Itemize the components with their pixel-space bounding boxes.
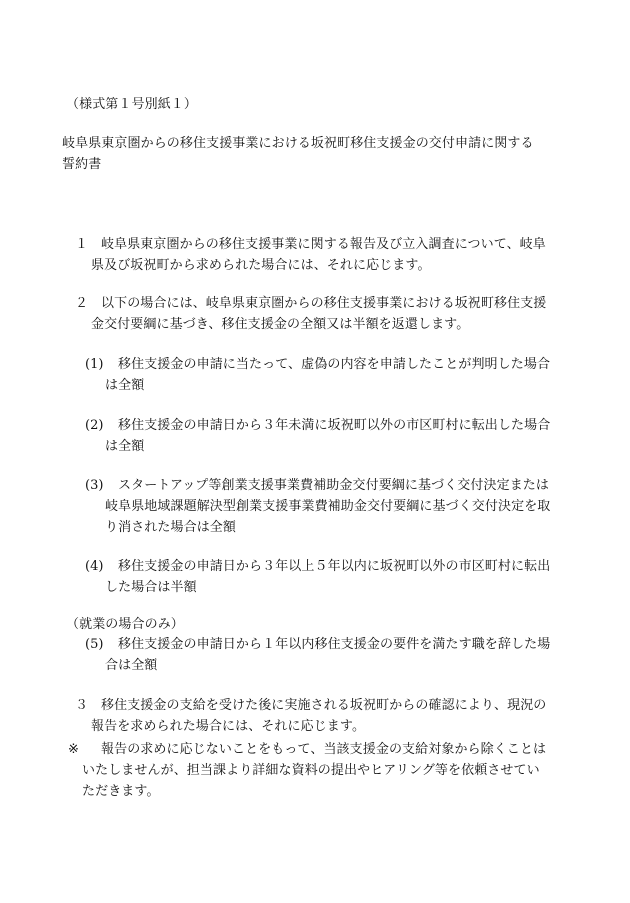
sub-1-line1: 移住支援金の申請に当たって、虚偽の内容を申請したことが判明した場合	[118, 357, 551, 372]
sub-1-number: (1)	[85, 357, 104, 372]
item-3-line1: 移住支援金の支給を受けた後に実施される坂祝町からの確認により、現況の	[101, 698, 547, 713]
item-1-number: １	[75, 237, 89, 252]
sub-4-line2: した場合は半額	[105, 580, 197, 595]
item-1-line1: 岐阜県東京圏からの移住支援事業に関する報告及び立入調査について、岐阜	[101, 237, 546, 252]
employment-only-label: （就業の場合のみ）	[66, 617, 184, 632]
item-2-line1: 以下の場合には、岐阜県東京圏からの移住支援事業における坂祝町移住支援	[101, 296, 547, 311]
sub-4-line1: 移住支援金の申請日から３年以上５年以内に坂祝町以外の市区町村に転出	[118, 559, 551, 574]
sub-5-number: (5)	[85, 637, 104, 652]
sub-5-line1: 移住支援金の申請日から１年以内移住支援金の要件を満たす職を辞した場	[118, 637, 551, 652]
item-3-number: ３	[75, 698, 89, 713]
document-title-line2: 誓約書	[62, 157, 102, 172]
sub-3-number: (3)	[85, 478, 104, 493]
document-title-line1: 岐阜県東京圏からの移住支援事業における坂祝町移住支援金の交付申請に関する	[62, 136, 534, 151]
sub-3-line2: 岐阜県地域課題解決型創業支援事業費補助金交付要綱に基づく交付決定を取	[105, 499, 551, 514]
sub-5-line2: 合は全額	[105, 658, 158, 673]
item-2-number: ２	[75, 296, 89, 311]
item-3-line2: 報告を求められた場合には、それに応じます。	[91, 719, 366, 734]
item-2-line2: 金交付要綱に基づき、移住支援金の全額又は半額を返還します。	[91, 317, 470, 332]
sub-4-number: (4)	[85, 559, 104, 574]
sub-2-line1: 移住支援金の申請日から３年未満に坂祝町以外の市区町村に転出した場合	[118, 418, 551, 433]
sub-2-number: (2)	[85, 418, 104, 433]
sub-2-line2: は全額	[105, 439, 145, 454]
item-1-line2: 県及び坂祝町から求められた場合には、それに応じます。	[91, 258, 431, 273]
note-mark: ※	[68, 742, 79, 757]
sub-1-line2: は全額	[105, 378, 145, 393]
note-line1: 報告の求めに応じないことをもって、当該支援金の支給対象から除くことは	[101, 742, 547, 757]
note-line3: ただきます。	[82, 784, 160, 799]
form-label: （様式第１号別紙１）	[66, 97, 198, 112]
note-line2: いたしませんが、担当課より詳細な資料の提出やヒアリング等を依頼させてい	[82, 763, 540, 778]
sub-3-line3: り消された場合は全額	[105, 520, 237, 535]
sub-3-line1: スタートアップ等創業支援事業費補助金交付要綱に基づく交付決定または	[118, 478, 550, 493]
